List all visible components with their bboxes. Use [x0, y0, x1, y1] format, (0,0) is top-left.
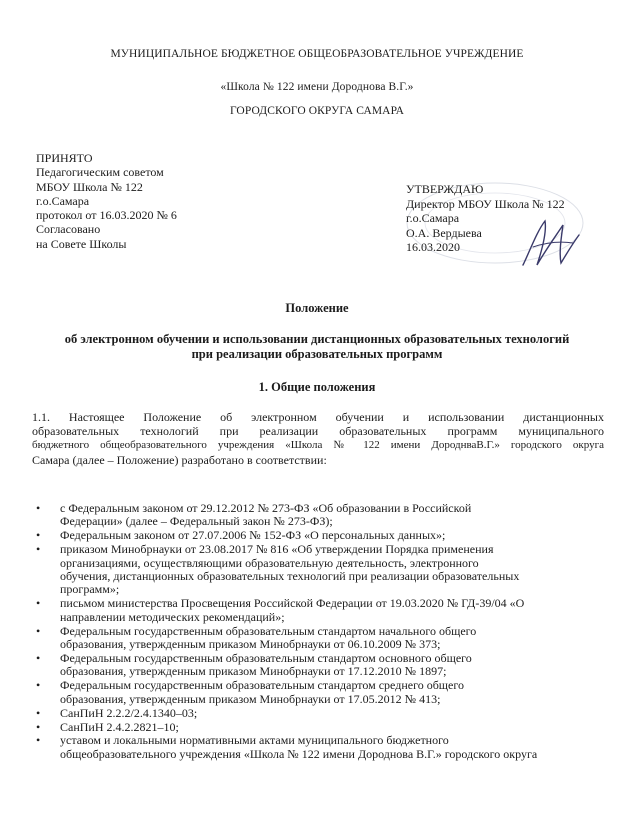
approved-line: г.о.Самара [406, 211, 460, 225]
accepted-line: г.о.Самара [36, 193, 90, 208]
bullet-icon: • [36, 528, 41, 543]
list-item-line: письмом министерства Просвещения Российской Федерации от 19.03.2020 № ГД-39/04 «О [60, 596, 525, 611]
list-item-line: с Федеральным законом от 29.12.2012 № 273-ФЗ «Об образовании в Российской [60, 501, 472, 515]
list-item [32, 597, 612, 624]
header-school-name: «Школа № 122 имени Дороднова В.Г.» [220, 81, 414, 93]
list-item-line: образования, утвержденным приказом Минобрнауки от 17.05.2012 № 413; [60, 691, 441, 706]
list-item-line: СанПиН 2.4.2.2821–10; [60, 719, 179, 734]
document-subtitle-line1: об электронном обучении и использовании дистанционных образовательных технологий [64, 332, 570, 346]
bullet-icon: • [36, 623, 41, 638]
director-signature [515, 213, 585, 273]
list-item [32, 625, 612, 652]
list-item-line: Федеральным государственным образовательным стандартом среднего общего [60, 678, 464, 693]
list-item [32, 529, 612, 542]
accepted-line: МБОУ Школа № 122 [36, 179, 143, 194]
list-item-line: образования, утвержденным приказом Минобрнауки от 17.12.2010 № 1897; [60, 664, 447, 679]
list-item-line: организациями, осуществляющими образовательную деятельность, электронного [60, 555, 479, 570]
header-city-district: ГОРОДСКОГО ОКРУГА САМАРА [229, 105, 405, 117]
approved-line: 16.03.2020 [406, 240, 460, 254]
list-item-line: СанПиН 2.2.2/2.4.1340–03; [60, 705, 198, 720]
list-item [32, 502, 612, 529]
list-item [32, 679, 612, 706]
bullet-icon: • [36, 542, 41, 557]
list-item-line: образования, утвержденным приказом Минобрнауки от 06.10.2009 № 373; [60, 637, 441, 652]
list-item-line: приказом Минобрнауки от 23.08.2017 № 816 «Об утверждении Порядка применения [60, 542, 494, 557]
list-item [32, 652, 612, 679]
approved-line: УТВЕРЖДАЮ [406, 182, 484, 196]
accepted-line: Согласовано [36, 222, 101, 237]
document-subtitle-line2: при реализации образовательных программ [191, 347, 443, 361]
paragraph-line: Самара (далее – Положение) разработано в соответствии: [32, 452, 327, 467]
accepted-line: Педагогическим советом [36, 165, 164, 180]
approved-line: О.А. Вердыева [406, 225, 482, 240]
document-title: Положение [285, 301, 349, 315]
list-item-line: уставом и локальными нормативными актами муниципального бюджетного [60, 733, 449, 748]
legal-basis-list [32, 502, 612, 762]
bullet-icon: • [36, 650, 41, 665]
bullet-icon: • [36, 733, 41, 748]
section-paragraph [32, 410, 604, 467]
bullet-icon: • [36, 501, 41, 515]
accepted-line: протокол от 16.03.2020 № 6 [36, 208, 177, 223]
list-item-line: обучения, дистанционных образовательных технологий при реализации образовательных [60, 569, 520, 584]
paragraph-line: 1.1. Настоящее Положение об электронном обучении и использовании дистанционных [32, 410, 604, 424]
list-item [32, 707, 612, 720]
bullet-icon: • [36, 705, 41, 720]
list-item-line: Федерации» (далее – Федеральный закон № 273-ФЗ); [60, 514, 333, 529]
bullet-icon: • [36, 719, 41, 734]
list-item-line: общеобразовательного учреждения «Школа № 122 имени Дороднова В.Г.» городского округа [60, 746, 538, 761]
accepted-block [36, 151, 177, 251]
paragraph-line: образовательных технологий при реализации образовательных программ муниципального [32, 424, 604, 439]
approved-line: Директор МБОУ Школа № 122 [406, 196, 565, 211]
accepted-line: ПРИНЯТО [36, 151, 93, 165]
bullet-icon: • [36, 596, 41, 611]
header-institution: МУНИЦИПАЛЬНОЕ БЮДЖЕТНОЕ ОБЩЕОБРАЗОВАТЕЛЬНОЕ УЧРЕЖДЕНИЕ [110, 48, 524, 60]
list-item-line: направлении методических рекомендаций»; [60, 609, 285, 624]
section-heading: 1. Общие положения [258, 380, 376, 394]
list-item [32, 721, 612, 734]
list-item-line: Федеральным законом от 27.07.2006 № 152-ФЗ «О персональных данных»; [60, 528, 446, 543]
accepted-line: на Совете Школы [36, 236, 127, 251]
list-item-line: Федеральным государственным образовательным стандартом начального общего [60, 623, 477, 638]
list-item [32, 543, 612, 597]
list-item [32, 734, 612, 761]
bullet-icon: • [36, 678, 41, 693]
paragraph-line: бюджетного общеобразовательного учреждения «Школа № 122 имени ДороднваВ.Г.» городского округа [32, 439, 604, 452]
list-item-line: программ»; [60, 582, 120, 597]
list-item-line: Федеральным государственным образовательным стандартом основного общего [60, 650, 472, 665]
